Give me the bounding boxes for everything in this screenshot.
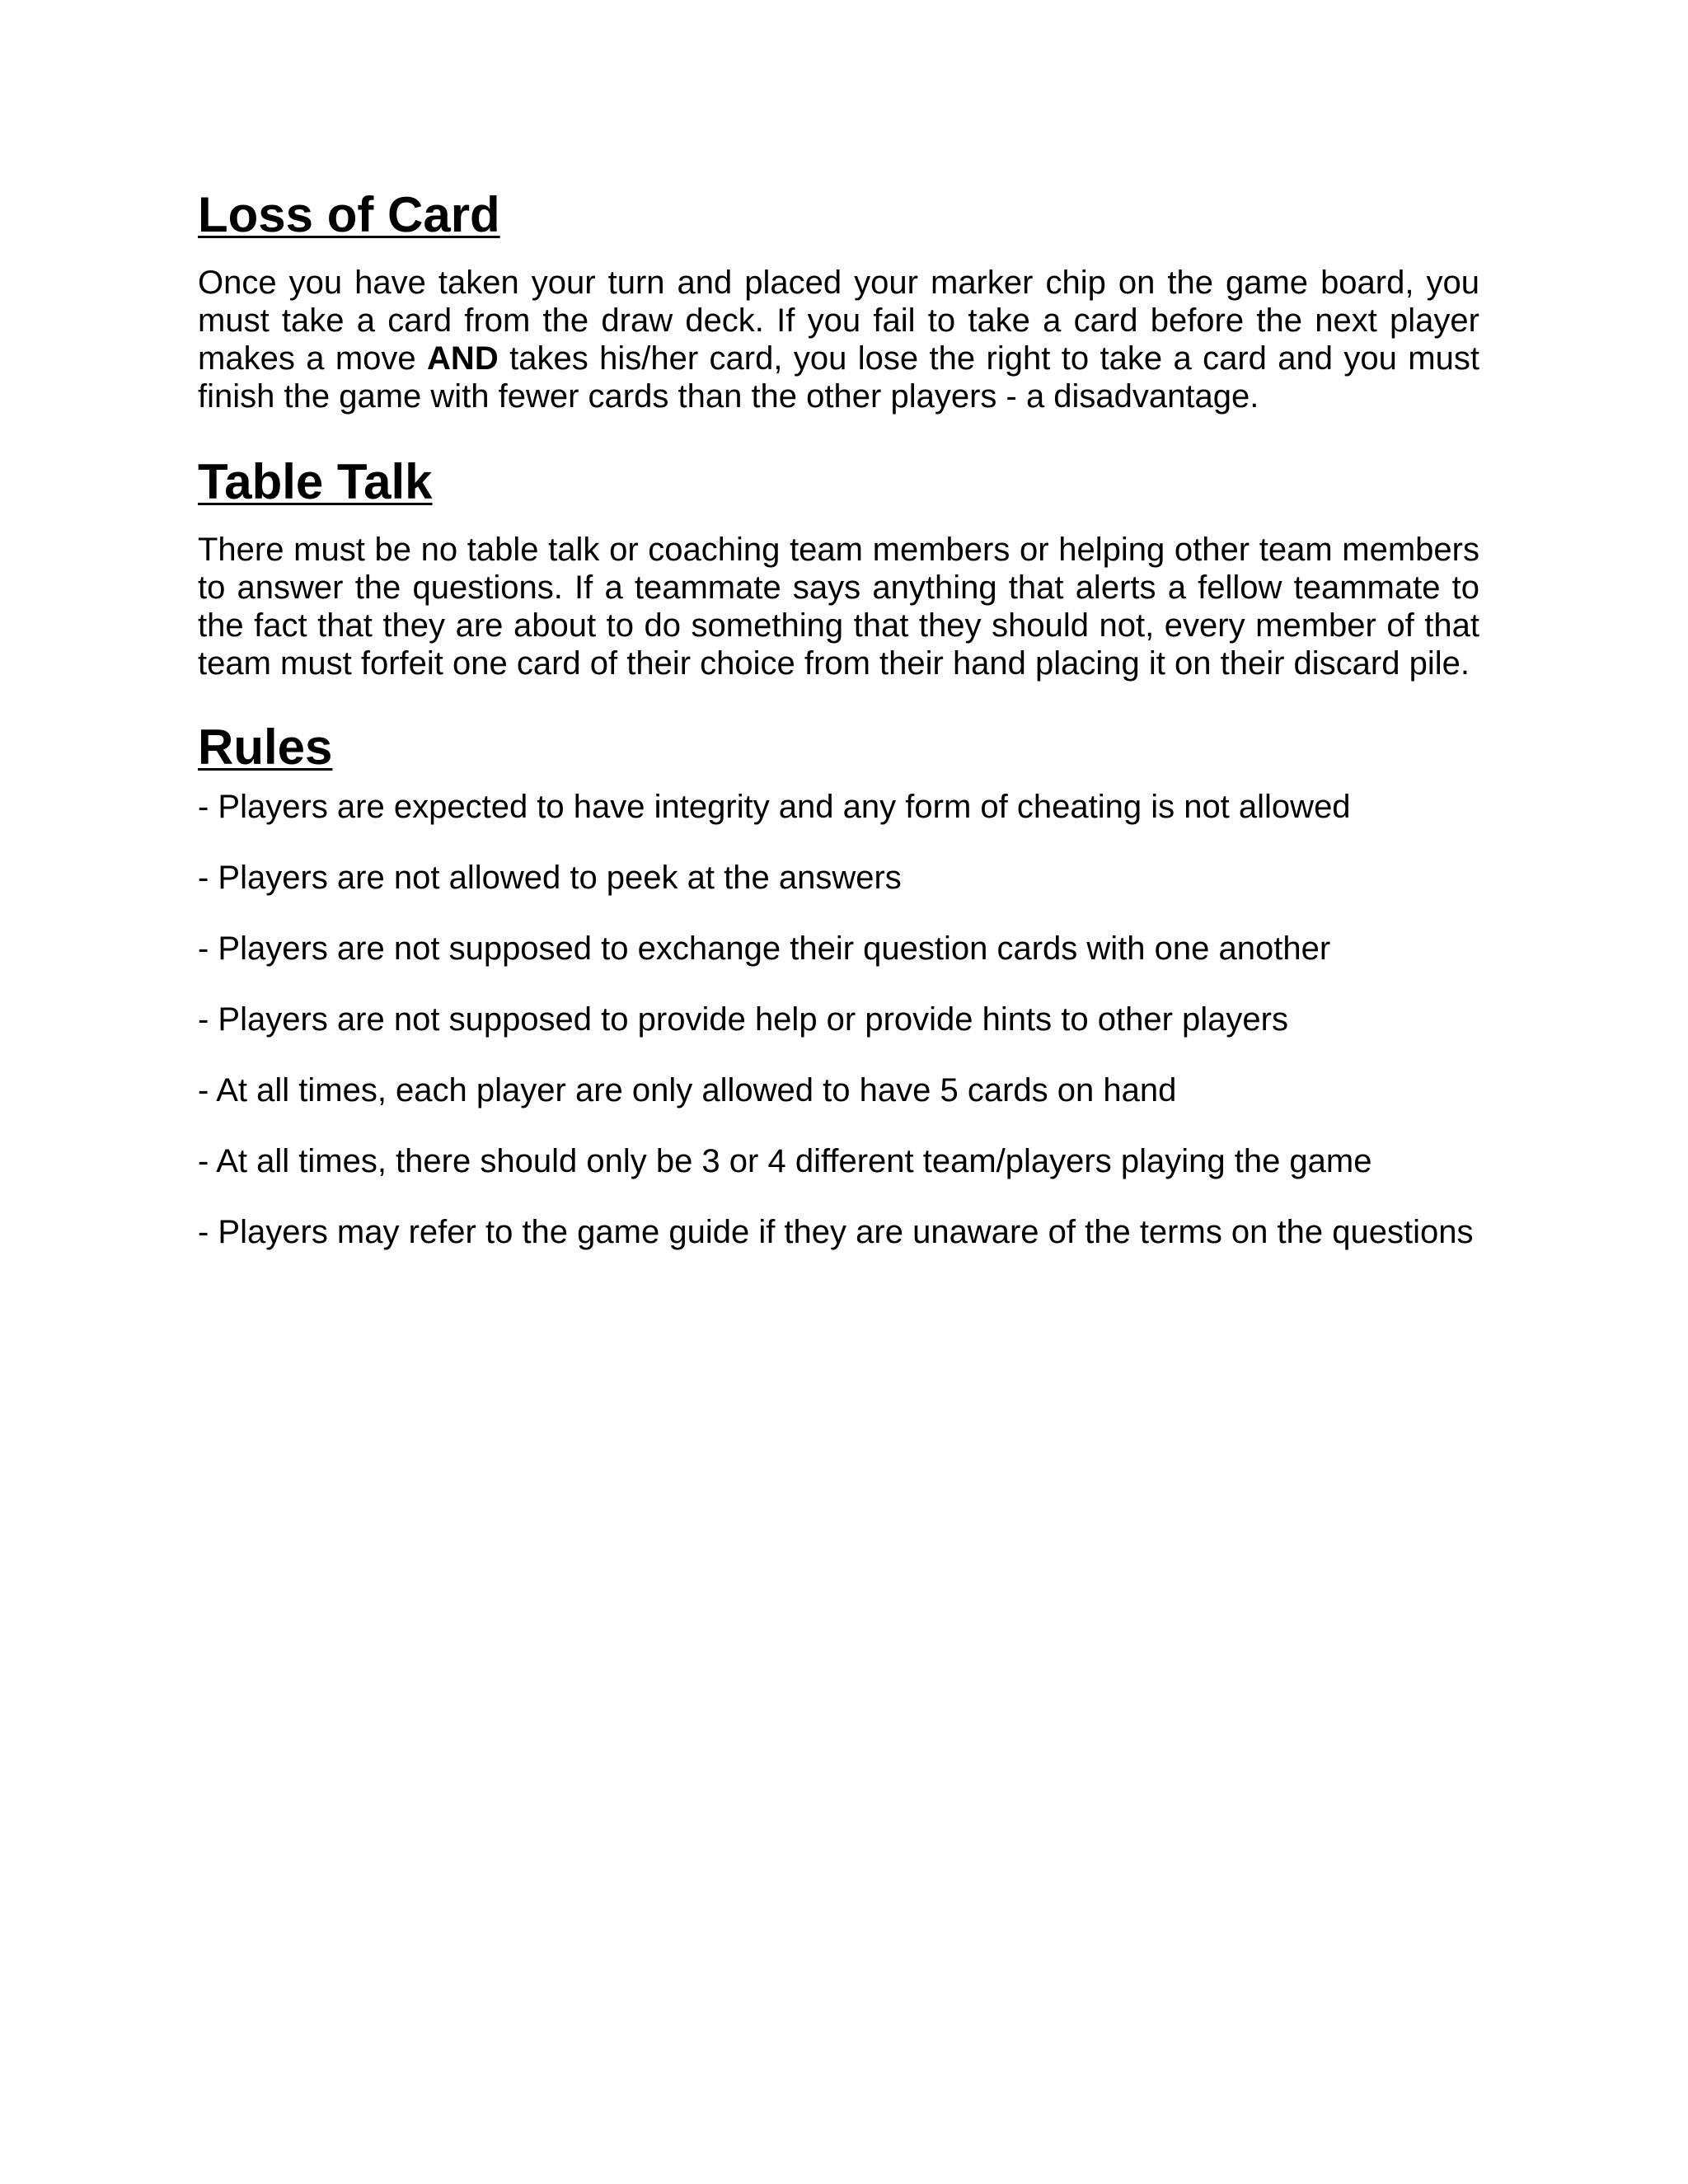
rule-item: - Players are not supposed to provide help or provide hints to other players [198, 1001, 1288, 1038]
loss-of-card-text-after: takes his/her card, you lose the right to take a card and you must finish the game with fewer cards than the other players - a disadvantage. [198, 340, 1479, 415]
rule-item: - Players may refer to the game guide if they are unaware of the terms on the questions [198, 1214, 1474, 1250]
loss-of-card-heading: Loss of Card [198, 187, 500, 242]
loss-of-card-text-before: Once you have taken your turn and placed your marker chip on the game board, you must take a card from the draw deck. If you fail to take a card before the next player makes a move [198, 265, 1479, 377]
rules-list [198, 788, 1479, 1284]
rules-heading: Rules [198, 719, 333, 775]
loss-of-card-paragraph [198, 264, 1479, 415]
rule-item: - Players are expected to have integrity and any form of cheating is not allowed [198, 789, 1351, 825]
rule-item: - At all times, there should only be 3 or 4 different team/players playing the game [198, 1143, 1372, 1179]
table-talk-heading: Table Talk [198, 454, 433, 509]
loss-of-card-bold-and: AND [427, 340, 499, 377]
rule-item: - At all times, each player are only allowed to have 5 cards on hand [198, 1072, 1177, 1108]
document-page [198, 187, 1479, 1284]
rule-item: - Players are not supposed to exchange their question cards with one another [198, 930, 1331, 967]
rule-item: - Players are not allowed to peek at the answers [198, 860, 902, 896]
table-talk-paragraph: There must be no table talk or coaching team members or helping other team members to answer the questions. If a teammate says anything that alerts a fellow teammate to the fact that they are about to do something that they should not, every member of that team must forfeit one card of their choice from their hand placing it on their discard pile. [198, 532, 1479, 682]
